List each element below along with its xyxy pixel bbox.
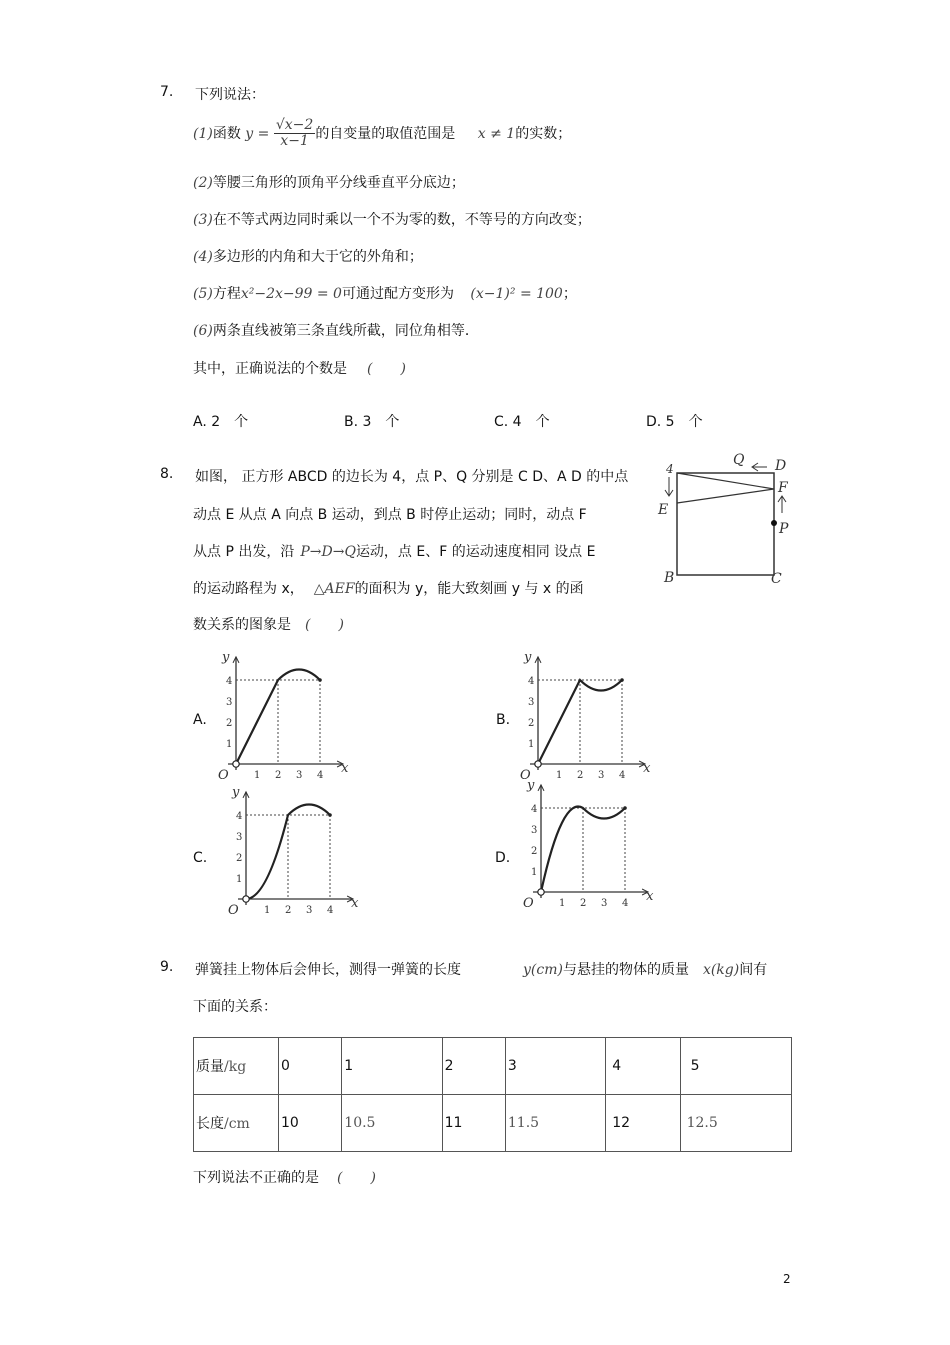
y-axis-label: y	[527, 777, 535, 793]
y-tick-label: 3	[236, 832, 243, 843]
graph-b	[512, 649, 651, 783]
table-cell: 0	[279, 1038, 342, 1095]
label-p: P	[779, 521, 789, 537]
q8-line-3: 从点 P 出发，沿 P→D→Q运动，点 E、F 的运动速度相同 设点 E	[193, 544, 596, 560]
point-p	[771, 520, 777, 526]
table-cell: 11	[442, 1095, 505, 1152]
q8-line-4: 的运动路程为 x， △AEF的面积为 y，能大致刻画 y 与 x 的函	[193, 581, 584, 597]
x-tick-label: 4	[619, 770, 626, 781]
q7-option-d[interactable]: D. 5 个	[646, 414, 703, 430]
y-axis-label: y	[232, 784, 240, 800]
q9-question: 下列说法不正确的是 ( )	[193, 1170, 376, 1186]
table-cell: 5	[680, 1038, 791, 1095]
y-tick-label: 1	[236, 874, 243, 885]
x-tick-label: 2	[285, 905, 292, 916]
x-tick-label: 4	[327, 905, 334, 916]
x-tick-label: 1	[559, 898, 566, 909]
y-tick-label: 4	[236, 811, 243, 822]
q7-option-b[interactable]: B. 3 个	[344, 414, 400, 430]
q7-item-5: (5)方程x²−2x−99 = 0可通过配方变形为 (x−1)² = 100；	[193, 286, 577, 302]
label-q: Q	[733, 452, 745, 468]
y-tick-label: 2	[226, 718, 233, 729]
square-abcd	[677, 473, 774, 575]
origin-label: O	[523, 896, 534, 911]
graph-d	[515, 777, 655, 915]
row1-label: 质量/kg	[194, 1038, 279, 1095]
x-axis-label: x	[341, 761, 349, 776]
graph-a	[210, 649, 349, 783]
x-tick-label: 1	[556, 770, 563, 781]
label-d: D	[775, 458, 787, 474]
q9-line-2: 下面的关系：	[193, 999, 277, 1015]
y-axis-label: y	[524, 649, 532, 665]
table-cell: 10.5	[342, 1095, 442, 1152]
q7-question: 其中，正确说法的个数是 ( )	[193, 361, 406, 377]
q8-number: 8.	[160, 466, 174, 482]
q9-table	[193, 1037, 792, 1152]
x-tick-label: 3	[296, 770, 303, 781]
end-point	[620, 678, 624, 682]
origin-label: O	[228, 903, 239, 918]
x-tick-label: 4	[622, 898, 629, 909]
end-point	[318, 678, 322, 682]
x-tick-label: 4	[317, 770, 324, 781]
origin-label: O	[218, 768, 229, 783]
y-tick-label: 4	[531, 804, 538, 815]
origin-open-point	[538, 889, 544, 895]
origin-open-point	[243, 896, 249, 902]
q7-item-4: (4)多边形的内角和大于它的外角和；	[193, 249, 423, 265]
label-f: F	[778, 480, 788, 496]
x-tick-label: 1	[254, 770, 261, 781]
page-number: 2	[783, 1272, 791, 1286]
table-cell: 12.5	[680, 1095, 791, 1152]
q7-option-c[interactable]: C. 4 个	[494, 414, 550, 430]
q7-item-3: (3)在不等式两边同时乘以一个不为零的数，不等号的方向改变；	[193, 212, 591, 228]
table-cell: 10	[279, 1095, 342, 1152]
q9-line-1: 弹簧挂上物体后会伸长，测得一弹簧的长度 y(cm)与悬挂的物体的质量 x(kg)间有	[195, 962, 768, 978]
square-figure	[655, 450, 795, 590]
table-row	[194, 1095, 792, 1152]
q7-intro: 下列说法：	[195, 87, 265, 103]
table-cell: 11.5	[505, 1095, 605, 1152]
q9-number: 9.	[160, 959, 174, 975]
graph-c	[220, 784, 360, 922]
end-point	[328, 813, 332, 817]
row2-label: 长度/cm	[194, 1095, 279, 1152]
x-axis-label: x	[646, 889, 654, 904]
label-b: B	[664, 570, 675, 586]
q8-option-c[interactable]: C.	[193, 850, 208, 866]
table-cell: 1	[342, 1038, 442, 1095]
q7-item-6: (6)两条直线被第三条直线所截，同位角相等．	[193, 323, 479, 339]
y-tick-label: 3	[531, 825, 538, 836]
q8-option-d[interactable]: D.	[495, 850, 511, 866]
q7-item-2: (2)等腰三角形的顶角平分线垂直平分底边；	[193, 175, 465, 191]
item-tag: (1)	[193, 125, 213, 142]
q8-line-1: 如图， 正方形 ABCD 的边长为 4，点 P、Q 分别是 C D、A D 的中点	[195, 469, 629, 485]
origin-label: O	[520, 768, 531, 783]
x-tick-label: 3	[601, 898, 608, 909]
x-axis-label: x	[643, 761, 651, 776]
y-tick-label: 2	[528, 718, 535, 729]
q7-option-a[interactable]: A. 2 个	[193, 414, 249, 430]
x-tick-label: 2	[275, 770, 282, 781]
y-tick-label: 1	[531, 867, 538, 878]
x-axis-label: x	[351, 896, 359, 911]
x-tick-label: 3	[598, 770, 605, 781]
origin-open-point	[233, 761, 239, 767]
x-tick-label: 2	[577, 770, 584, 781]
table-row	[194, 1038, 792, 1095]
table-cell: 4	[606, 1038, 680, 1095]
q8-line-5: 数关系的图象是 ( )	[193, 617, 344, 633]
segment-ef	[677, 489, 774, 503]
y-tick-label: 4	[226, 676, 233, 687]
q7-number: 7.	[160, 84, 174, 100]
y-axis-label: y	[222, 649, 230, 665]
label-c: C	[771, 571, 782, 587]
y-tick-label: 2	[531, 846, 538, 857]
y-tick-label: 4	[528, 676, 535, 687]
table-cell: 3	[505, 1038, 605, 1095]
q7-item-1: (1)函数 y = $\frac{√x-2}{x-1}$ 的自变量的取值范围是 x ≠ 1的实数；	[193, 117, 572, 150]
y-tick-label: 3	[226, 697, 233, 708]
q8-option-a[interactable]: A.	[193, 712, 207, 728]
y-tick-label: 3	[528, 697, 535, 708]
label-e: E	[658, 502, 669, 518]
x-tick-label: 3	[306, 905, 313, 916]
y-tick-label: 2	[236, 853, 243, 864]
end-point	[623, 806, 627, 810]
label-a: 4	[666, 462, 674, 476]
table-cell: 12	[606, 1095, 680, 1152]
q8-line-2: 动点 E 从点 A 向点 B 运动，到点 B 时停止运动；同时，动点 F	[193, 507, 587, 523]
y-tick-label: 1	[528, 739, 535, 750]
function-fraction: $\frac{√x-2}{x-1}$	[275, 117, 314, 150]
q8-option-b[interactable]: B.	[496, 712, 511, 728]
table-cell: 2	[442, 1038, 505, 1095]
origin-open-point	[535, 761, 541, 767]
segment-af	[677, 473, 774, 489]
x-tick-label: 2	[580, 898, 587, 909]
x-tick-label: 1	[264, 905, 271, 916]
y-tick-label: 1	[226, 739, 233, 750]
